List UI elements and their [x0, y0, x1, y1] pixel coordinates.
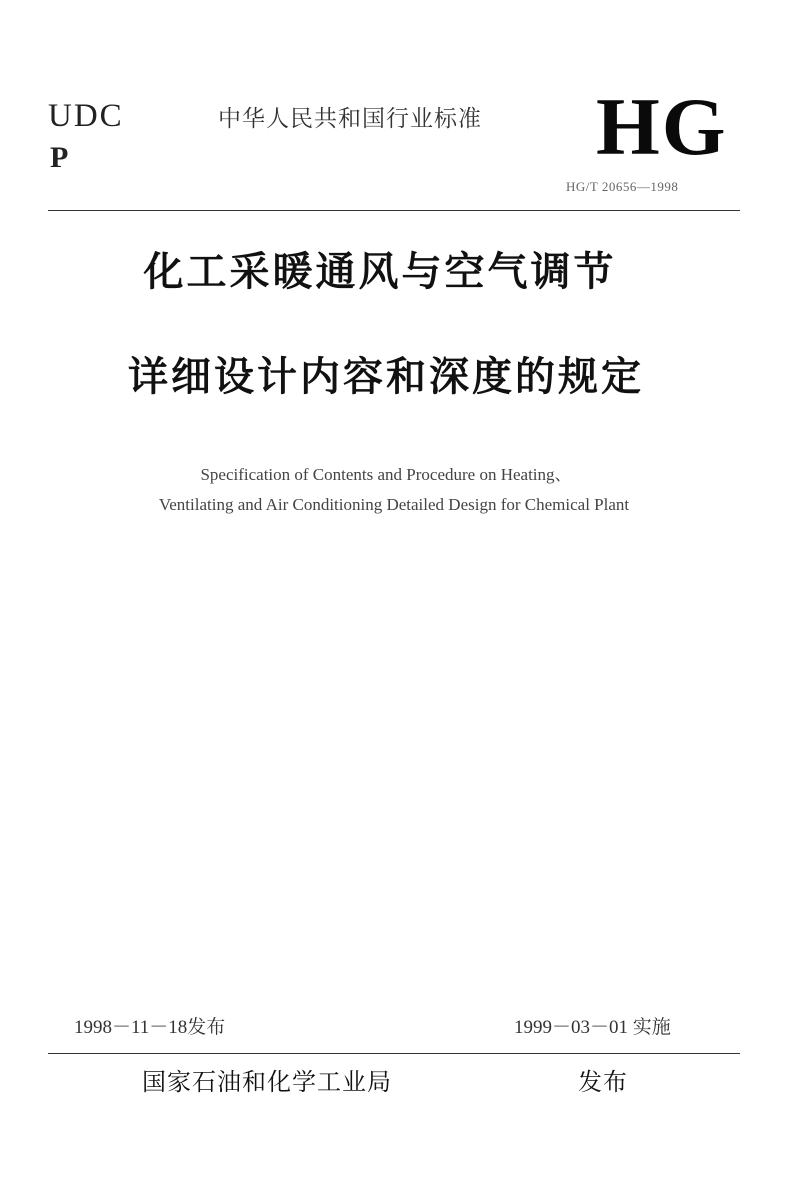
industry-standard-heading: 中华人民共和国行业标准 [218, 106, 482, 132]
udc-label: UDC [48, 98, 124, 134]
chinese-title-line-1: 化工采暖通风与空气调节 [143, 249, 617, 295]
chinese-title-line-2: 详细设计内容和深度的规定 [128, 354, 644, 400]
english-title-line-2: Ventilating and Air Conditioning Detailed Design for Chemical Plant [158, 495, 630, 514]
issue-label: 发布 [578, 1068, 628, 1096]
implementation-date: 1999－03－01 实施 [514, 1017, 671, 1038]
english-title-line-1: Specification of Contents and Procedure on Heating、 [200, 465, 572, 484]
category-code: P [50, 141, 69, 174]
standard-number: HG/T 20656—1998 [566, 179, 679, 194]
issuing-authority: 国家石油和化学工业局 [142, 1068, 392, 1096]
issue-date: 1998－11－18发布 [74, 1017, 226, 1038]
top-divider [48, 210, 740, 211]
hg-logo: HG [596, 81, 728, 172]
bottom-divider [48, 1053, 740, 1054]
